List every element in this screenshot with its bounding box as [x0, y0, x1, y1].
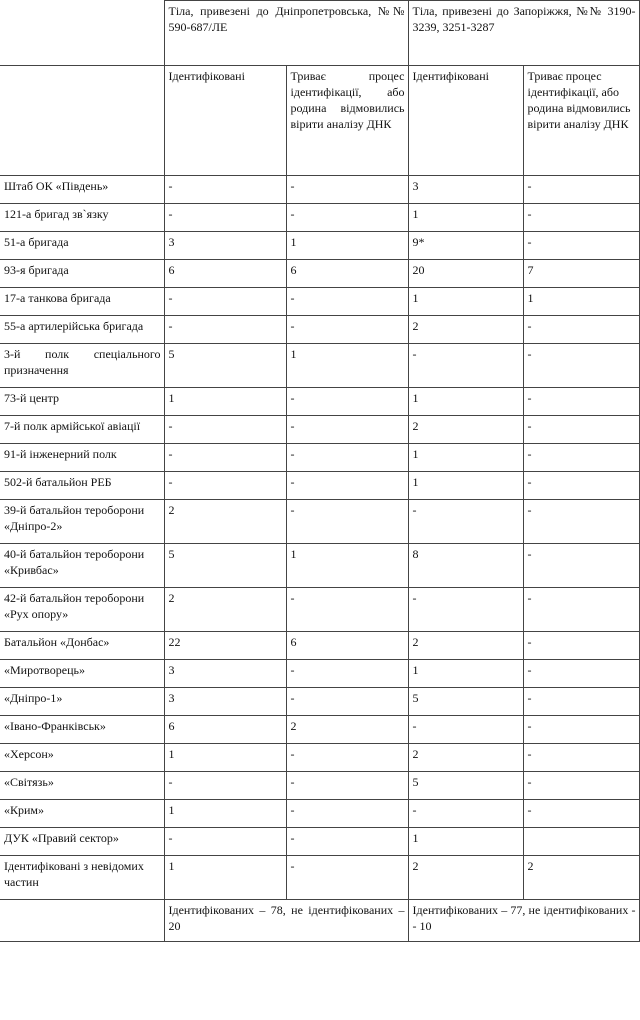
zaporizhzhia-in-process-value: - — [523, 472, 639, 500]
dnipro-column-header: Тіла, привезені до Дніпропетровська, №№ 590-687/ЛЕ — [164, 1, 408, 66]
zaporizhzhia-in-process-value: - — [523, 344, 639, 388]
zaporizhzhia-identified-value: 2 — [408, 856, 523, 900]
unit-name: 121-а бригад зв`язку — [0, 204, 164, 232]
zaporizhzhia-in-process-value: - — [523, 772, 639, 800]
zaporizhzhia-identified-value: - — [408, 800, 523, 828]
unit-name: 39-й батальйон тероборони «Дніпро-2» — [0, 500, 164, 544]
dnipro-identified-value: 1 — [164, 744, 286, 772]
dnipro-identified-value: - — [164, 416, 286, 444]
subheader-row — [0, 66, 639, 176]
table-row — [0, 772, 639, 800]
dnipro-in-process-value: - — [286, 388, 408, 416]
zaporizhzhia-in-process-value: 7 — [523, 260, 639, 288]
dnipro-identified-value: - — [164, 472, 286, 500]
dnipro-in-process-value: - — [286, 288, 408, 316]
dnipro-identified-value: 3 — [164, 232, 286, 260]
dnipro-identified-value: 2 — [164, 588, 286, 632]
dnipro-identified-value: 5 — [164, 344, 286, 388]
dnipro-identified-value: 1 — [164, 800, 286, 828]
dnipro-in-process-value: - — [286, 204, 408, 232]
unit-name: 40-й батальйон тероборони «Кривбас» — [0, 544, 164, 588]
zaporizhzhia-in-process-header: Триває процес ідентифікації, або родина відмовились вірити аналізу ДНК — [523, 66, 639, 176]
zaporizhzhia-identified-value: 1 — [408, 660, 523, 688]
dnipro-identified-value: 6 — [164, 260, 286, 288]
dnipro-identified-value: 1 — [164, 856, 286, 900]
dnipro-identified-value: - — [164, 288, 286, 316]
unit-name: 3-й полк спеціального призначення — [0, 344, 164, 388]
zaporizhzhia-in-process-value: - — [523, 388, 639, 416]
unit-name: 7-й полк армійської авіації — [0, 416, 164, 444]
dnipro-in-process-value: - — [286, 772, 408, 800]
table-row — [0, 856, 639, 900]
unit-name: 93-я бригада — [0, 260, 164, 288]
dnipro-in-process-value: 6 — [286, 632, 408, 660]
dnipro-identified-value: - — [164, 828, 286, 856]
zaporizhzhia-identified-value: 1 — [408, 472, 523, 500]
table-row — [0, 388, 639, 416]
dnipro-in-process-value: - — [286, 744, 408, 772]
table-row — [0, 316, 639, 344]
dnipro-totals: Ідентифікованих – 78, не ідентифікованих – 20 — [164, 900, 408, 942]
dnipro-in-process-value: - — [286, 472, 408, 500]
table-row — [0, 344, 639, 388]
zaporizhzhia-in-process-value: - — [523, 632, 639, 660]
dnipro-in-process-value: - — [286, 444, 408, 472]
zaporizhzhia-totals: Ідентифікованих – 77, не ідентифікованих -- 10 — [408, 900, 639, 942]
zaporizhzhia-identified-value: 20 — [408, 260, 523, 288]
dnipro-in-process-header: Триває процес ідентифікації, або родина відмовились вірити аналізу ДНК — [286, 66, 408, 176]
table-row — [0, 472, 639, 500]
dnipro-identified-value: - — [164, 176, 286, 204]
zaporizhzhia-in-process-value: - — [523, 176, 639, 204]
dnipro-identified-value: - — [164, 316, 286, 344]
zaporizhzhia-identified-value: 1 — [408, 204, 523, 232]
zaporizhzhia-identified-value: 1 — [408, 288, 523, 316]
dnipro-identified-value: 6 — [164, 716, 286, 744]
zaporizhzhia-in-process-value: - — [523, 204, 639, 232]
zaporizhzhia-identified-value: 5 — [408, 688, 523, 716]
table-row — [0, 716, 639, 744]
unit-name: «Дніпро-1» — [0, 688, 164, 716]
unit-name: ДУК «Правий сектор» — [0, 828, 164, 856]
unit-name: Ідентифіковані з невідомих частин — [0, 856, 164, 900]
dnipro-identified-value: 5 — [164, 544, 286, 588]
zaporizhzhia-identified-value: 9* — [408, 232, 523, 260]
dnipro-in-process-value: - — [286, 828, 408, 856]
table-row — [0, 232, 639, 260]
zaporizhzhia-in-process-value: - — [523, 500, 639, 544]
dnipro-in-process-value: - — [286, 588, 408, 632]
unit-name: 502-й батальйон РЕБ — [0, 472, 164, 500]
zaporizhzhia-identified-value: 8 — [408, 544, 523, 588]
dnipro-in-process-value: - — [286, 500, 408, 544]
zaporizhzhia-identified-value: 2 — [408, 416, 523, 444]
zaporizhzhia-in-process-value: - — [523, 444, 639, 472]
dnipro-in-process-value: - — [286, 176, 408, 204]
zaporizhzhia-in-process-value: - — [523, 416, 639, 444]
dnipro-in-process-value: 1 — [286, 232, 408, 260]
dnipro-identified-value: - — [164, 772, 286, 800]
dnipro-in-process-value: 1 — [286, 544, 408, 588]
zaporizhzhia-identified-value: - — [408, 344, 523, 388]
dnipro-in-process-value: 1 — [286, 344, 408, 388]
zaporizhzhia-in-process-value: 2 — [523, 856, 639, 900]
table-row — [0, 176, 639, 204]
unit-name: Батальйон «Донбас» — [0, 632, 164, 660]
dnipro-in-process-value: - — [286, 800, 408, 828]
unit-name: 17-а танкова бригада — [0, 288, 164, 316]
unit-name: 51-а бригада — [0, 232, 164, 260]
unit-name: «Херсон» — [0, 744, 164, 772]
zaporizhzhia-identified-value: 1 — [408, 444, 523, 472]
unit-name: 55-а артилерійська бригада — [0, 316, 164, 344]
dnipro-in-process-value: - — [286, 688, 408, 716]
table-row — [0, 828, 639, 856]
zaporizhzhia-identified-value: 5 — [408, 772, 523, 800]
corner-cell — [0, 1, 164, 66]
unit-name: «Крим» — [0, 800, 164, 828]
unit-name: 42-й батальйон тероборони «Рух опору» — [0, 588, 164, 632]
dnipro-identified-value: 3 — [164, 660, 286, 688]
table-row — [0, 444, 639, 472]
zaporizhzhia-in-process-value: - — [523, 544, 639, 588]
zaporizhzhia-identified-value: 1 — [408, 388, 523, 416]
zaporizhzhia-identified-value: - — [408, 716, 523, 744]
zaporizhzhia-in-process-value: - — [523, 316, 639, 344]
table-row — [0, 632, 639, 660]
header-row — [0, 1, 639, 66]
table-row — [0, 800, 639, 828]
zaporizhzhia-in-process-value: - — [523, 232, 639, 260]
zaporizhzhia-identified-value: 2 — [408, 316, 523, 344]
zaporizhzhia-identified-header: Ідентифіковані — [408, 66, 523, 176]
zaporizhzhia-identified-value: 2 — [408, 632, 523, 660]
dnipro-in-process-value: - — [286, 316, 408, 344]
unit-name: «Світязь» — [0, 772, 164, 800]
zaporizhzhia-in-process-value: - — [523, 716, 639, 744]
zaporizhzhia-in-process-value — [523, 828, 639, 856]
dnipro-in-process-value: 2 — [286, 716, 408, 744]
dnipro-in-process-value: - — [286, 856, 408, 900]
table-row — [0, 744, 639, 772]
zaporizhzhia-in-process-value: - — [523, 588, 639, 632]
totals-row — [0, 900, 639, 942]
dnipro-in-process-value: - — [286, 416, 408, 444]
table-row — [0, 688, 639, 716]
dnipro-identified-value: 3 — [164, 688, 286, 716]
zaporizhzhia-in-process-value: - — [523, 744, 639, 772]
table-row — [0, 660, 639, 688]
unit-name: «Миротворець» — [0, 660, 164, 688]
zaporizhzhia-identified-value: 2 — [408, 744, 523, 772]
table-row — [0, 260, 639, 288]
dnipro-identified-value: 22 — [164, 632, 286, 660]
table-row — [0, 416, 639, 444]
table-row — [0, 288, 639, 316]
zaporizhzhia-in-process-value: - — [523, 688, 639, 716]
zaporizhzhia-identified-value: 3 — [408, 176, 523, 204]
zaporizhzhia-identified-value: - — [408, 500, 523, 544]
dnipro-identified-value: - — [164, 444, 286, 472]
dnipro-identified-value: - — [164, 204, 286, 232]
zaporizhzhia-in-process-value: - — [523, 800, 639, 828]
dnipro-identified-value: 2 — [164, 500, 286, 544]
dnipro-identified-header: Ідентифіковані — [164, 66, 286, 176]
zaporizhzhia-column-header: Тіла, привезені до Запоріжжя, №№ 3190-3239, 3251-3287 — [408, 1, 639, 66]
unit-name: 91-й інженерний полк — [0, 444, 164, 472]
table-row — [0, 500, 639, 544]
unit-name: «Івано-Франківськ» — [0, 716, 164, 744]
zaporizhzhia-in-process-value: 1 — [523, 288, 639, 316]
unit-name: 73-й центр — [0, 388, 164, 416]
zaporizhzhia-identified-value: - — [408, 588, 523, 632]
dnipro-identified-value: 1 — [164, 388, 286, 416]
table-row — [0, 204, 639, 232]
unit-name: Штаб ОК «Південь» — [0, 176, 164, 204]
subheader-empty-cell — [0, 66, 164, 176]
dnipro-in-process-value: - — [286, 660, 408, 688]
dnipro-in-process-value: 6 — [286, 260, 408, 288]
table-row — [0, 544, 639, 588]
table-row — [0, 588, 639, 632]
totals-empty-cell — [0, 900, 164, 942]
zaporizhzhia-in-process-value: - — [523, 660, 639, 688]
zaporizhzhia-identified-value: 1 — [408, 828, 523, 856]
